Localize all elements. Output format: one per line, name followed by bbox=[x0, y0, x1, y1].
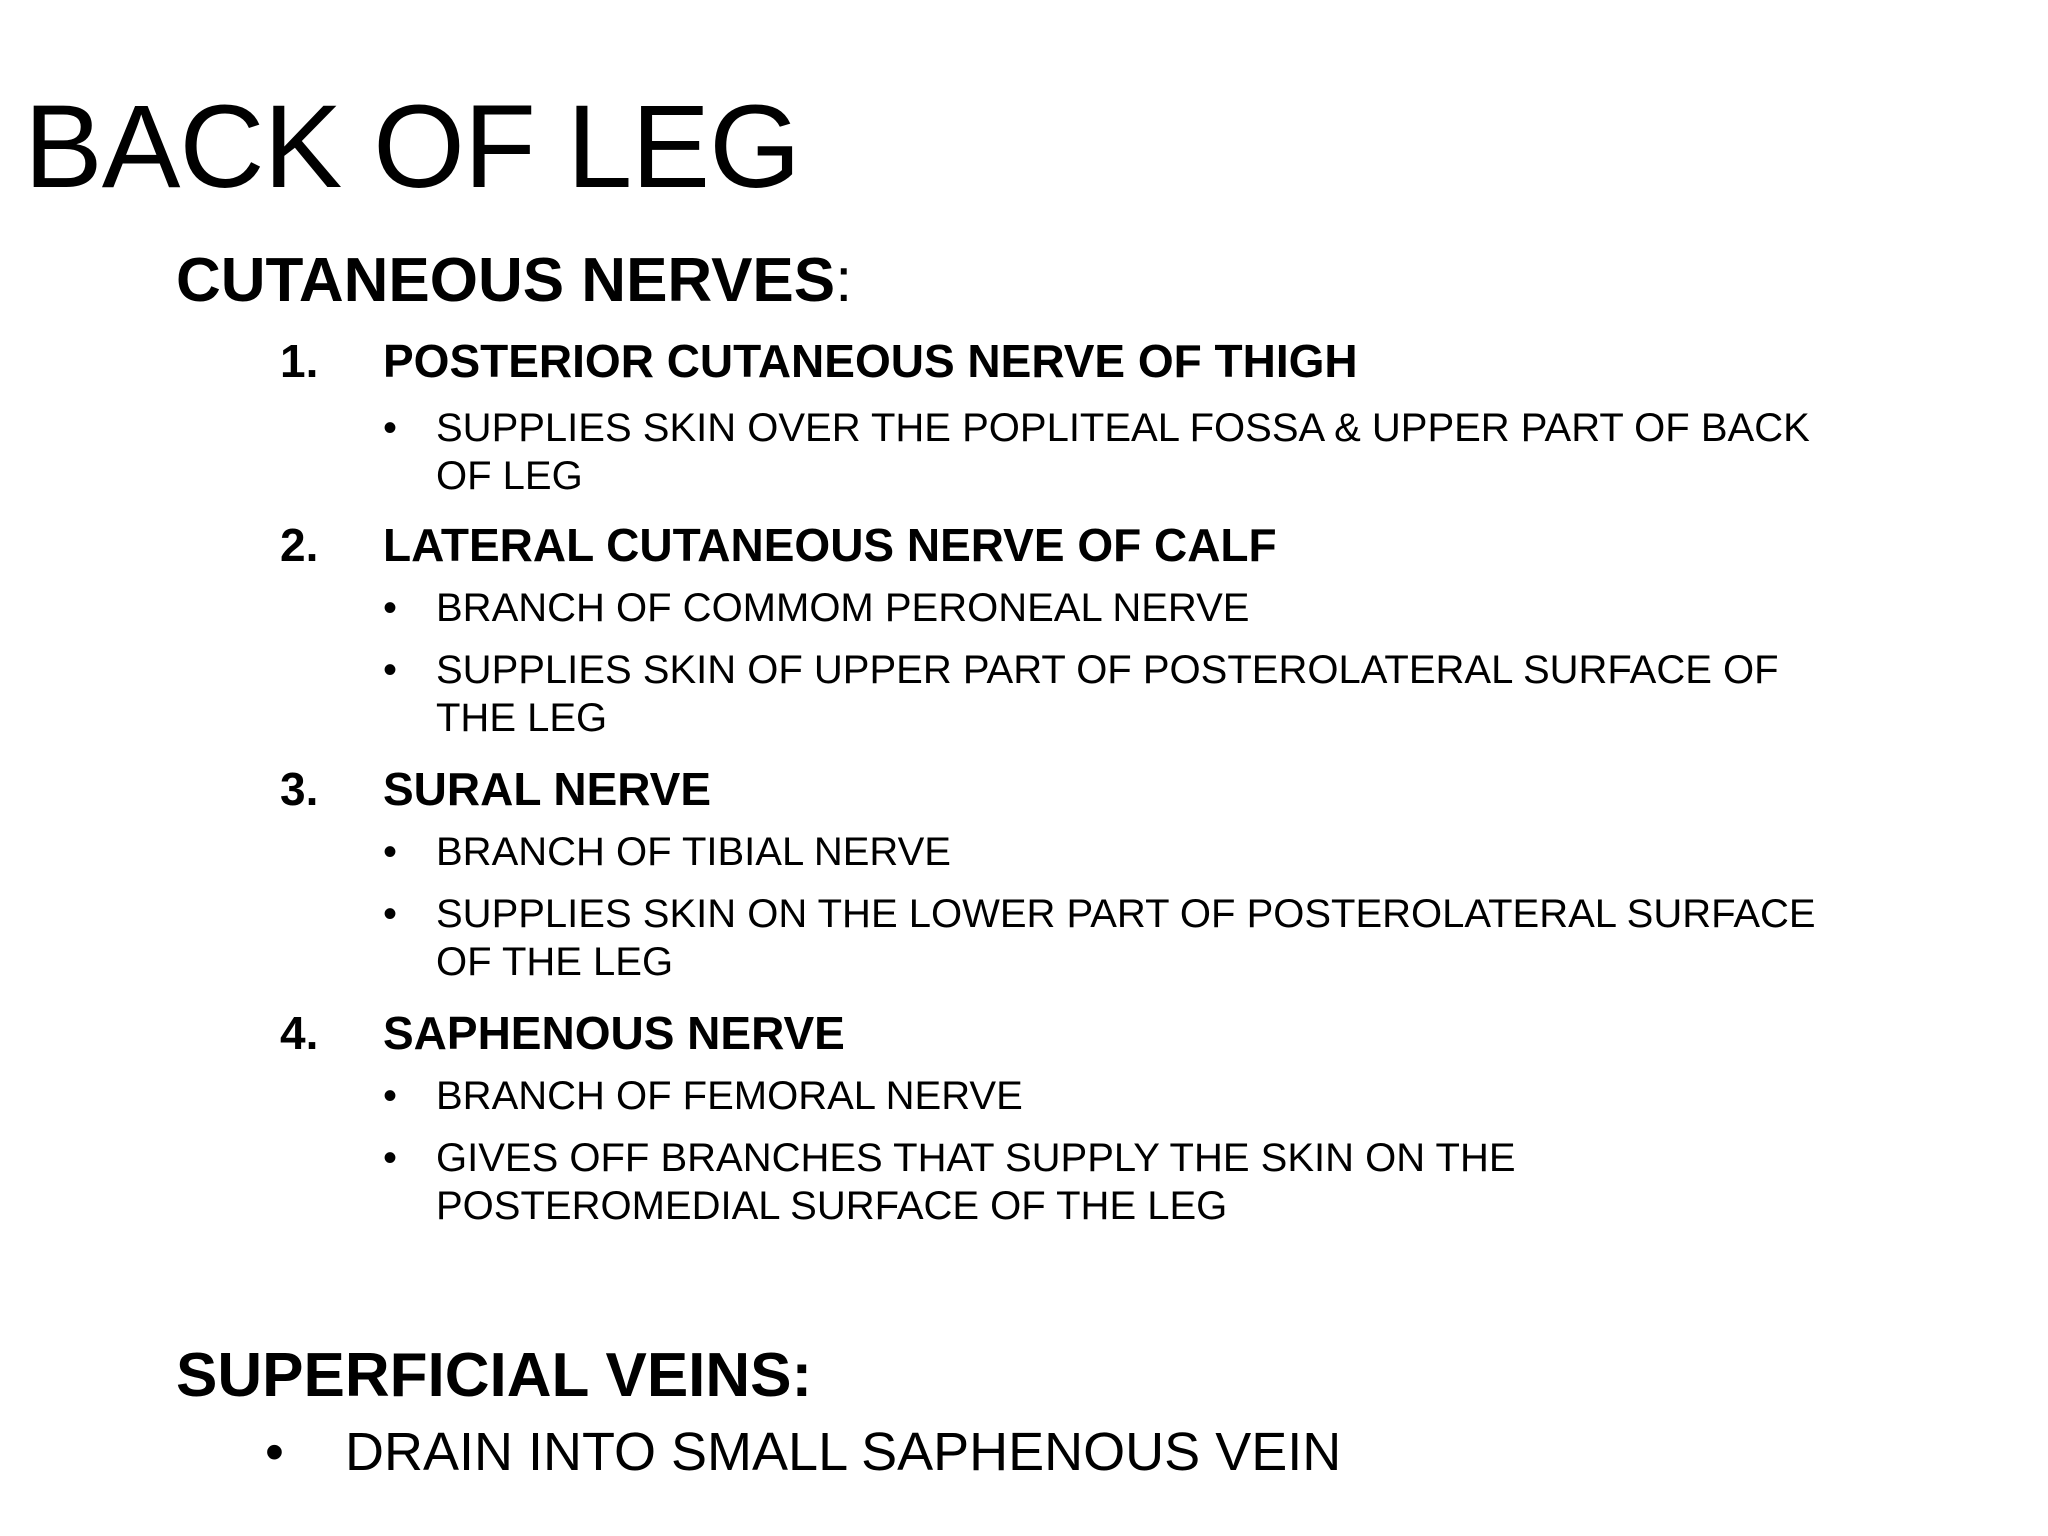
list-number: 1. bbox=[280, 335, 319, 387]
nerve-name: POSTERIOR CUTANEOUS NERVE OF THIGH bbox=[383, 335, 1358, 387]
sub-bullet-text: SUPPLIES SKIN OVER THE POPLITEAL FOSSA & UPPER PART OF BACK OF LEG bbox=[436, 406, 1810, 498]
bullet-glyph: • bbox=[383, 1136, 398, 1180]
bullet-glyph: • bbox=[383, 830, 398, 874]
cutaneous-nerves-heading bbox=[176, 246, 853, 315]
bullet-glyph: • bbox=[383, 406, 398, 450]
sub-bullet-text: BRANCH OF COMMOM PERONEAL NERVE bbox=[436, 586, 1250, 630]
sub-bullet-text: SUPPLIES SKIN ON THE LOWER PART OF POSTEROLATERAL SURFACE OF THE LEG bbox=[436, 892, 1816, 984]
bullet-glyph: • bbox=[383, 892, 398, 936]
vein-bullet-text: DRAIN INTO SMALL SAPHENOUS VEIN bbox=[345, 1422, 1342, 1482]
sub-bullet-text: SUPPLIES SKIN OF UPPER PART OF POSTEROLATERAL SURFACE OF THE LEG bbox=[436, 648, 1779, 740]
slide-title: BACK OF LEG bbox=[24, 81, 800, 213]
sub-bullet-text: BRANCH OF FEMORAL NERVE bbox=[436, 1074, 1023, 1118]
heading-colon: : bbox=[835, 246, 853, 315]
nerve-name: LATERAL CUTANEOUS NERVE OF CALF bbox=[383, 519, 1277, 571]
bullet-glyph: • bbox=[383, 586, 398, 630]
list-number: 2. bbox=[280, 519, 319, 571]
bullet-glyph: • bbox=[383, 648, 398, 692]
list-number: 3. bbox=[280, 763, 319, 815]
nerve-name: SURAL NERVE bbox=[383, 763, 712, 815]
sub-bullet-text: BRANCH OF TIBIAL NERVE bbox=[436, 830, 951, 874]
nerve-name: SAPHENOUS NERVE bbox=[383, 1007, 845, 1059]
cutaneous-nerves-heading-text: CUTANEOUS NERVES bbox=[176, 246, 836, 315]
bullet-glyph: • bbox=[383, 1074, 398, 1118]
bullet-glyph: • bbox=[265, 1422, 284, 1482]
list-number: 4. bbox=[280, 1007, 319, 1059]
superficial-veins-heading: SUPERFICIAL VEINS: bbox=[176, 1341, 813, 1410]
sub-bullet-text: GIVES OFF BRANCHES THAT SUPPLY THE SKIN ON THE POSTEROMEDIAL SURFACE OF THE LEG bbox=[436, 1136, 1516, 1228]
